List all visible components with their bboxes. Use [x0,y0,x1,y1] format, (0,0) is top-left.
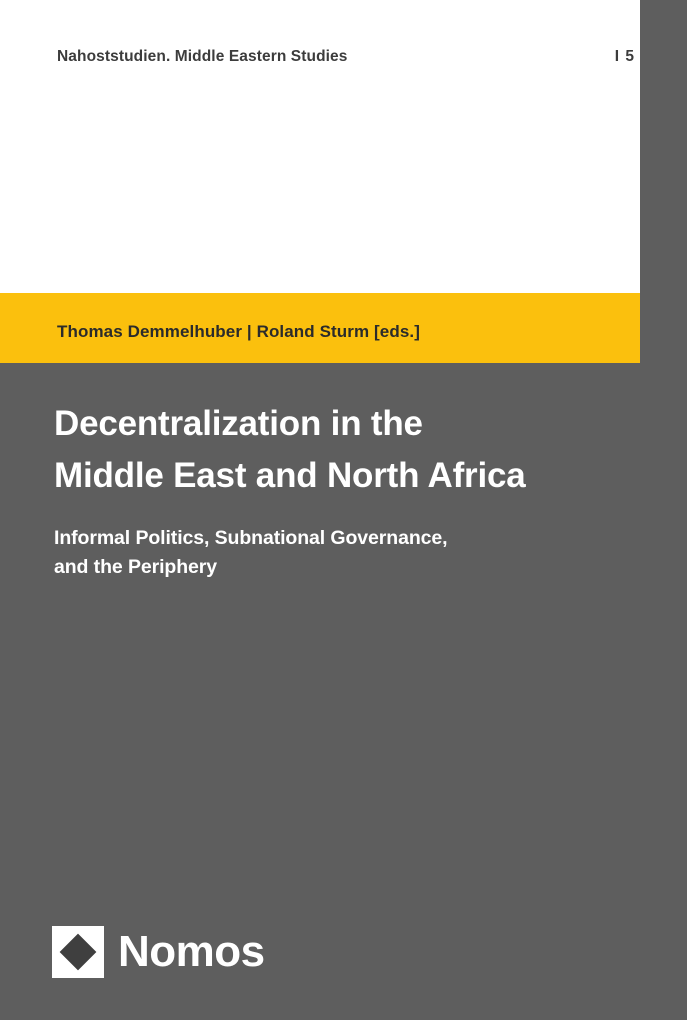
title-line-2: Middle East and North Africa [54,456,526,495]
cover-top-panel [0,0,640,293]
publisher-name: Nomos [118,927,265,976]
editors-names: Thomas Demmelhuber | Roland Sturm [eds.] [57,322,420,341]
series-title: Nahoststudien. Middle Eastern Studies [57,48,348,65]
series-volume-number: I 5 [614,48,635,65]
page-title [54,398,654,502]
publisher-logo [52,926,265,978]
subtitle-line-2: and the Periphery [54,556,218,578]
diamond-logo-icon [52,926,104,978]
diamond-shape [60,934,97,971]
series-line [57,48,637,66]
subtitle-line-1: Informal Politics, Subnational Governance, [54,527,448,549]
title-line-1: Decentralization in the [54,404,423,443]
page-subtitle [54,524,524,582]
title-block [54,398,654,582]
